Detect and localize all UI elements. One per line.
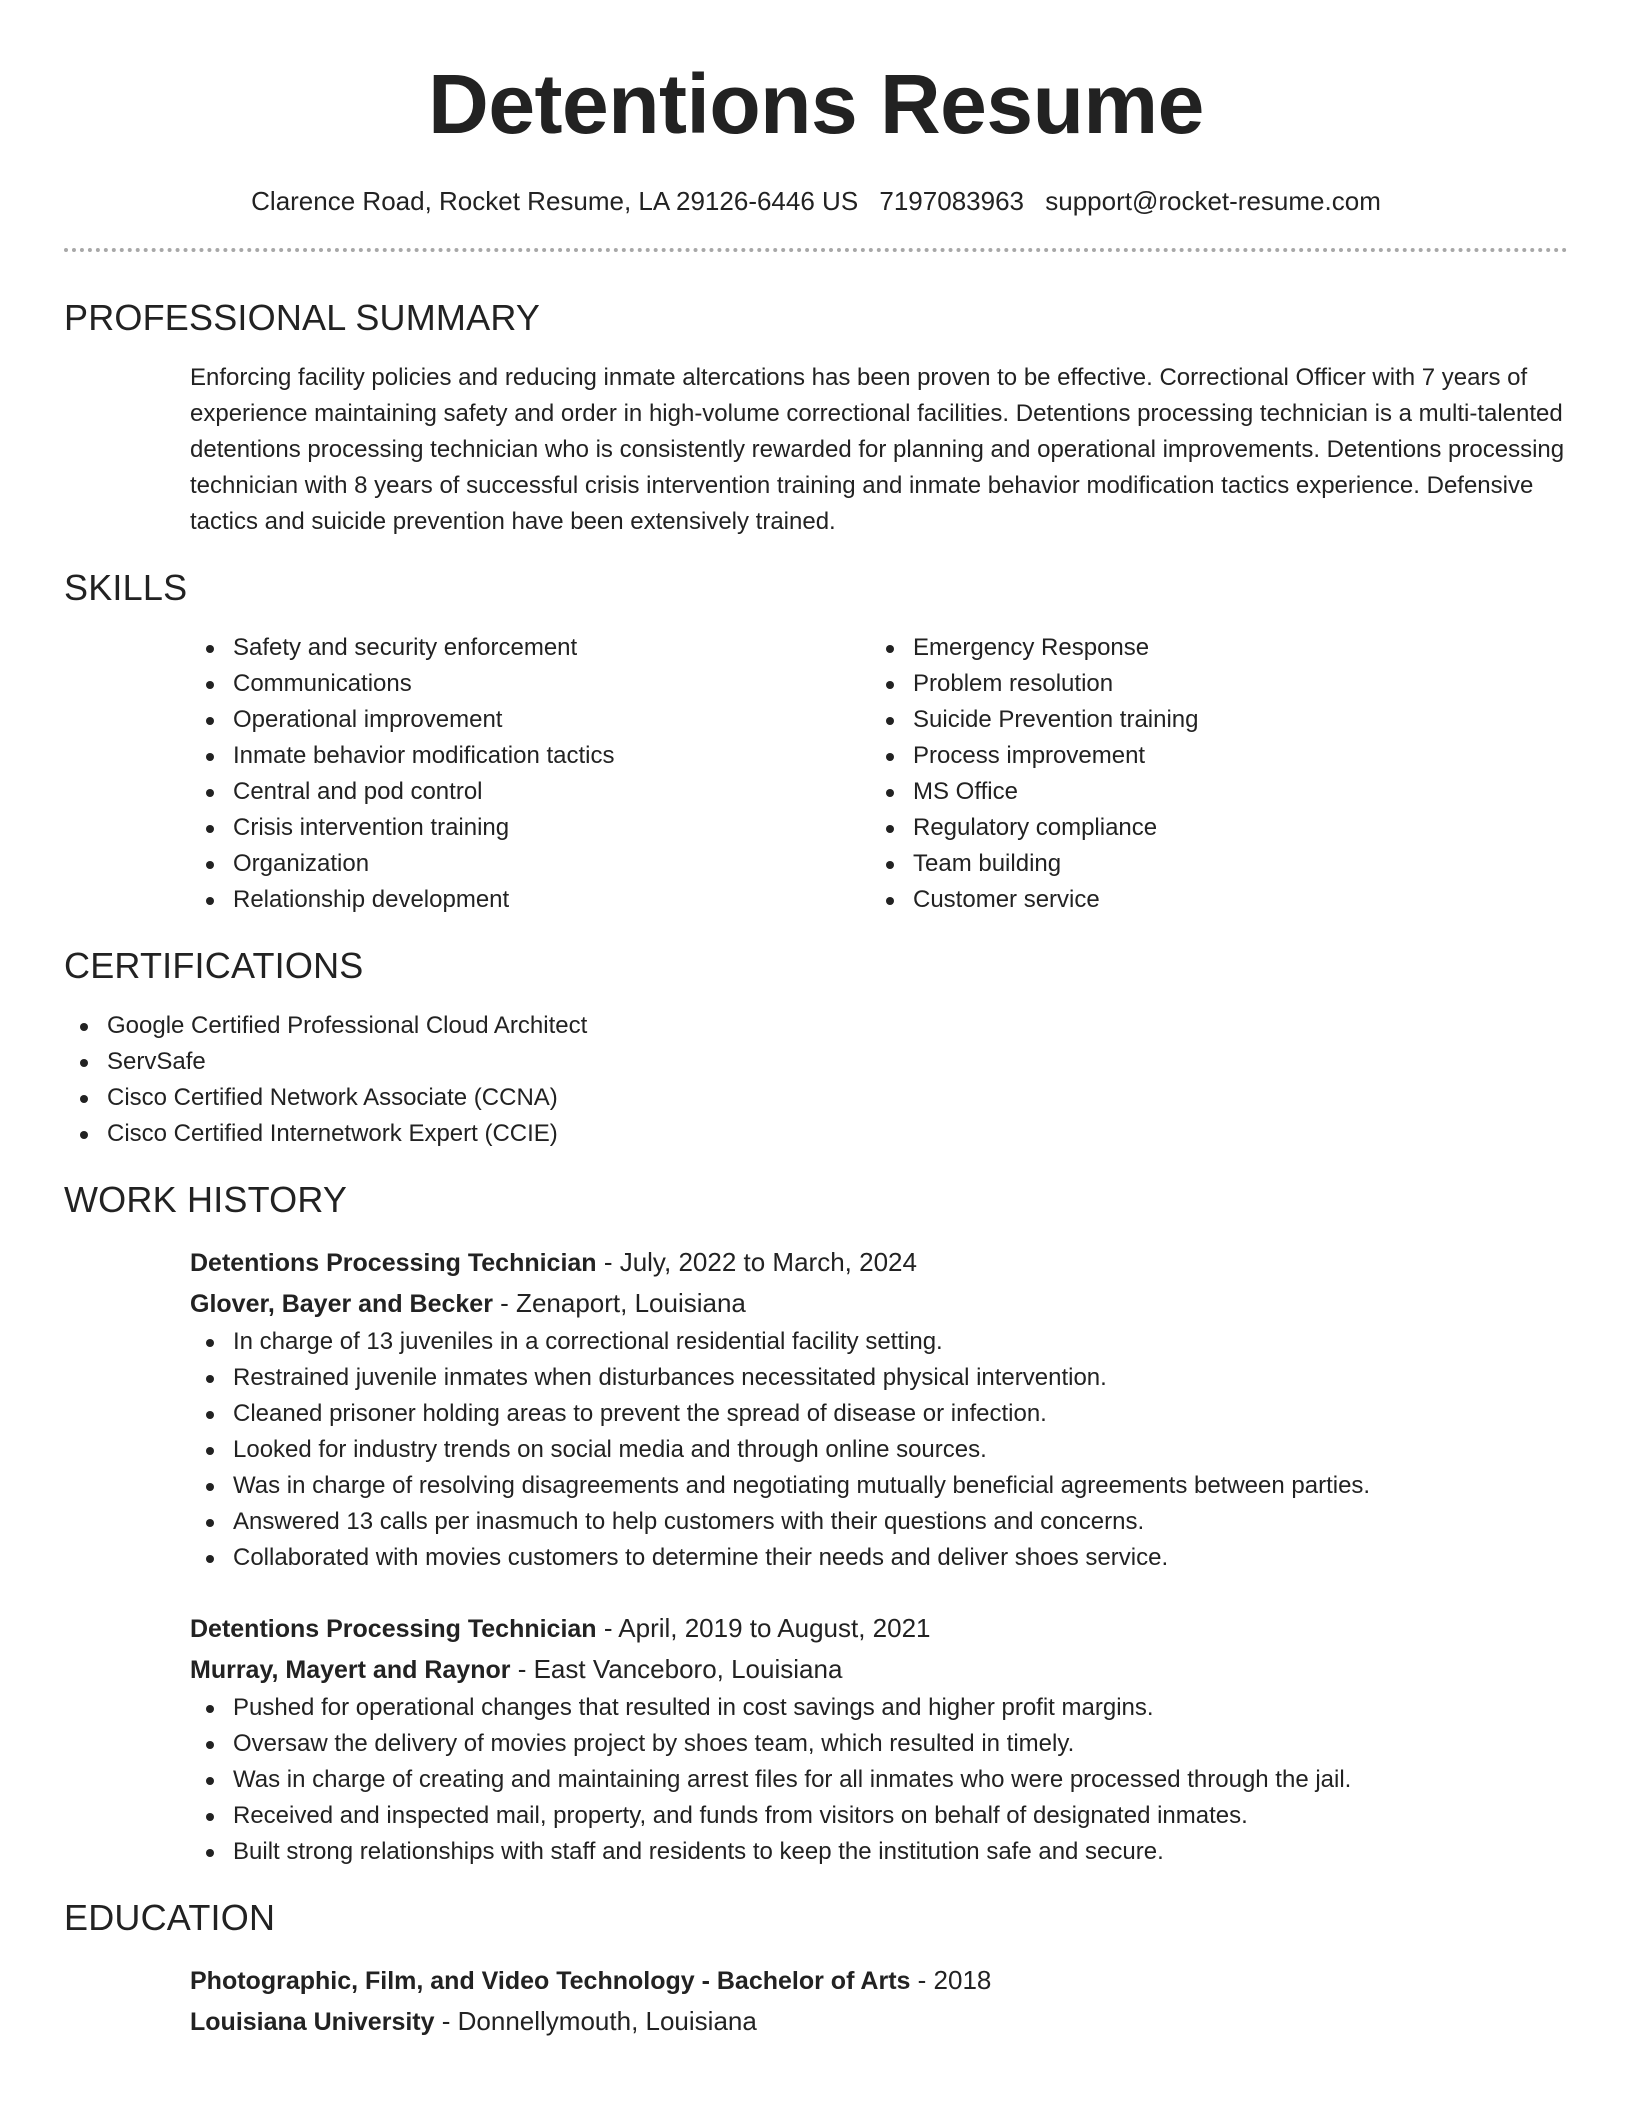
- certification-item: Cisco Certified Network Associate (CCNA): [64, 1080, 1568, 1116]
- header-divider: [64, 248, 1568, 252]
- skill-item: Regulatory compliance: [870, 810, 1550, 846]
- education-degree: Photographic, Film, and Video Technology - Bachelor of Arts: [190, 1967, 911, 1995]
- job-bullet: In charge of 13 juveniles in a correctional residential facility setting.: [190, 1324, 1568, 1360]
- skill-item: Organization: [190, 846, 870, 882]
- job-bullet: Cleaned prisoner holding areas to prevent the spread of disease or infection.: [190, 1396, 1568, 1432]
- certifications-heading: CERTIFICATIONS: [64, 945, 364, 986]
- resume-title: Detentions Resume: [428, 57, 1204, 151]
- skill-item: Inmate behavior modification tactics: [190, 738, 870, 774]
- certification-item: ServSafe: [64, 1044, 1568, 1080]
- skill-item: Crisis intervention training: [190, 810, 870, 846]
- contact-line: [64, 184, 1568, 218]
- job-entry: [190, 1608, 1568, 1870]
- skill-item: Operational improvement: [190, 702, 870, 738]
- job-bullet: Collaborated with movies customers to determine their needs and deliver shoes service.: [190, 1540, 1568, 1576]
- education-degree-line: [190, 1960, 1568, 2001]
- education-entry: [190, 1960, 1568, 2042]
- job-bullet: Pushed for operational changes that resulted in cost savings and higher profit margins.: [190, 1690, 1568, 1726]
- job-location: - East Vanceboro, Louisiana: [510, 1654, 843, 1684]
- job-bullet: Looked for industry trends on social media and through online sources.: [190, 1432, 1568, 1468]
- contact-email[interactable]: support@rocket-resume.com: [1045, 186, 1381, 216]
- job-bullet: Restrained juvenile inmates when disturbances necessitated physical intervention.: [190, 1360, 1568, 1396]
- skill-item: Emergency Response: [870, 630, 1550, 666]
- skill-item: MS Office: [870, 774, 1550, 810]
- job-company: Glover, Bayer and Becker: [190, 1290, 493, 1318]
- job-location: - Zenaport, Louisiana: [492, 1288, 746, 1318]
- job-company-line: [190, 1649, 1568, 1690]
- skills-heading: SKILLS: [64, 567, 188, 608]
- work-section: [64, 1178, 1568, 1870]
- job-bullet: Answered 13 calls per inasmuch to help customers with their questions and concerns.: [190, 1504, 1568, 1540]
- education-year: - 2018: [910, 1965, 992, 1995]
- job-bullet: Built strong relationships with staff and residents to keep the institution safe and secure.: [190, 1834, 1568, 1870]
- job-bullet: Was in charge of creating and maintaining arrest files for all inmates who were processed through the jail.: [190, 1762, 1568, 1798]
- contact-address: Clarence Road, Rocket Resume, LA 29126-6446 US: [251, 186, 859, 216]
- skill-item: Problem resolution: [870, 666, 1550, 702]
- job-bullets: [64, 1324, 1568, 1576]
- certifications-section: [64, 944, 1568, 1152]
- certifications-list: [64, 1008, 1568, 1152]
- work-heading: WORK HISTORY: [64, 1179, 348, 1220]
- job-company: Murray, Mayert and Raynor: [190, 1656, 511, 1684]
- skills-right-column: [870, 630, 1550, 918]
- skills-grid: [190, 630, 1568, 918]
- education-location: - Donnellymouth, Louisiana: [434, 2006, 757, 2036]
- job-bullet: Received and inspected mail, property, and funds from visitors on behalf of designated inmates.: [190, 1798, 1568, 1834]
- skill-item: Suicide Prevention training: [870, 702, 1550, 738]
- summary-section: [64, 296, 1568, 540]
- summary-text: Enforcing facility policies and reducing inmate altercations has been proven to be effective. Correctional Officer with 7 years of experience maintaining safety and order in high-volume correctional facilities. Detentions processing technician is a multi-talented detentions processing technician who is consistently rewarded for planning and operational improvements. Detentions processing technician with 8 years of successful crisis intervention training and inmate behavior modification tactics experience. Defensive tactics and suicide prevention have been extensively trained.: [190, 364, 1565, 535]
- contact-phone: 7197083963: [879, 186, 1024, 216]
- skill-item: Process improvement: [870, 738, 1550, 774]
- skill-item: Communications: [190, 666, 870, 702]
- job-title: Detentions Processing Technician: [190, 1615, 597, 1643]
- summary-heading: PROFESSIONAL SUMMARY: [64, 297, 541, 338]
- skill-item: Safety and security enforcement: [190, 630, 870, 666]
- job-bullet: Oversaw the delivery of movies project by shoes team, which resulted in timely.: [190, 1726, 1568, 1762]
- resume-page: [64, 0, 1568, 2042]
- job-dates: - July, 2022 to March, 2024: [596, 1247, 917, 1277]
- job-dates: - April, 2019 to August, 2021: [596, 1613, 931, 1643]
- certification-item: Cisco Certified Internetwork Expert (CCIE): [64, 1116, 1568, 1152]
- skills-left-column: [190, 630, 870, 918]
- certification-item: Google Certified Professional Cloud Architect: [64, 1008, 1568, 1044]
- education-school-line: [190, 2001, 1568, 2042]
- job-title-line: [190, 1242, 1568, 1283]
- job-bullets: [64, 1690, 1568, 1870]
- education-school: Louisiana University: [190, 2008, 435, 2036]
- job-bullet: Was in charge of resolving disagreements and negotiating mutually beneficial agreements between parties.: [190, 1468, 1568, 1504]
- job-title-line: [190, 1608, 1568, 1649]
- education-section: [64, 1896, 1568, 2042]
- skill-item: Customer service: [870, 882, 1550, 918]
- job-title: Detentions Processing Technician: [190, 1249, 597, 1277]
- skill-item: Team building: [870, 846, 1550, 882]
- education-heading: EDUCATION: [64, 1897, 276, 1938]
- job-entry: [190, 1242, 1568, 1576]
- skills-section: [64, 566, 1568, 918]
- skill-item: Central and pod control: [190, 774, 870, 810]
- job-company-line: [190, 1283, 1568, 1324]
- skill-item: Relationship development: [190, 882, 870, 918]
